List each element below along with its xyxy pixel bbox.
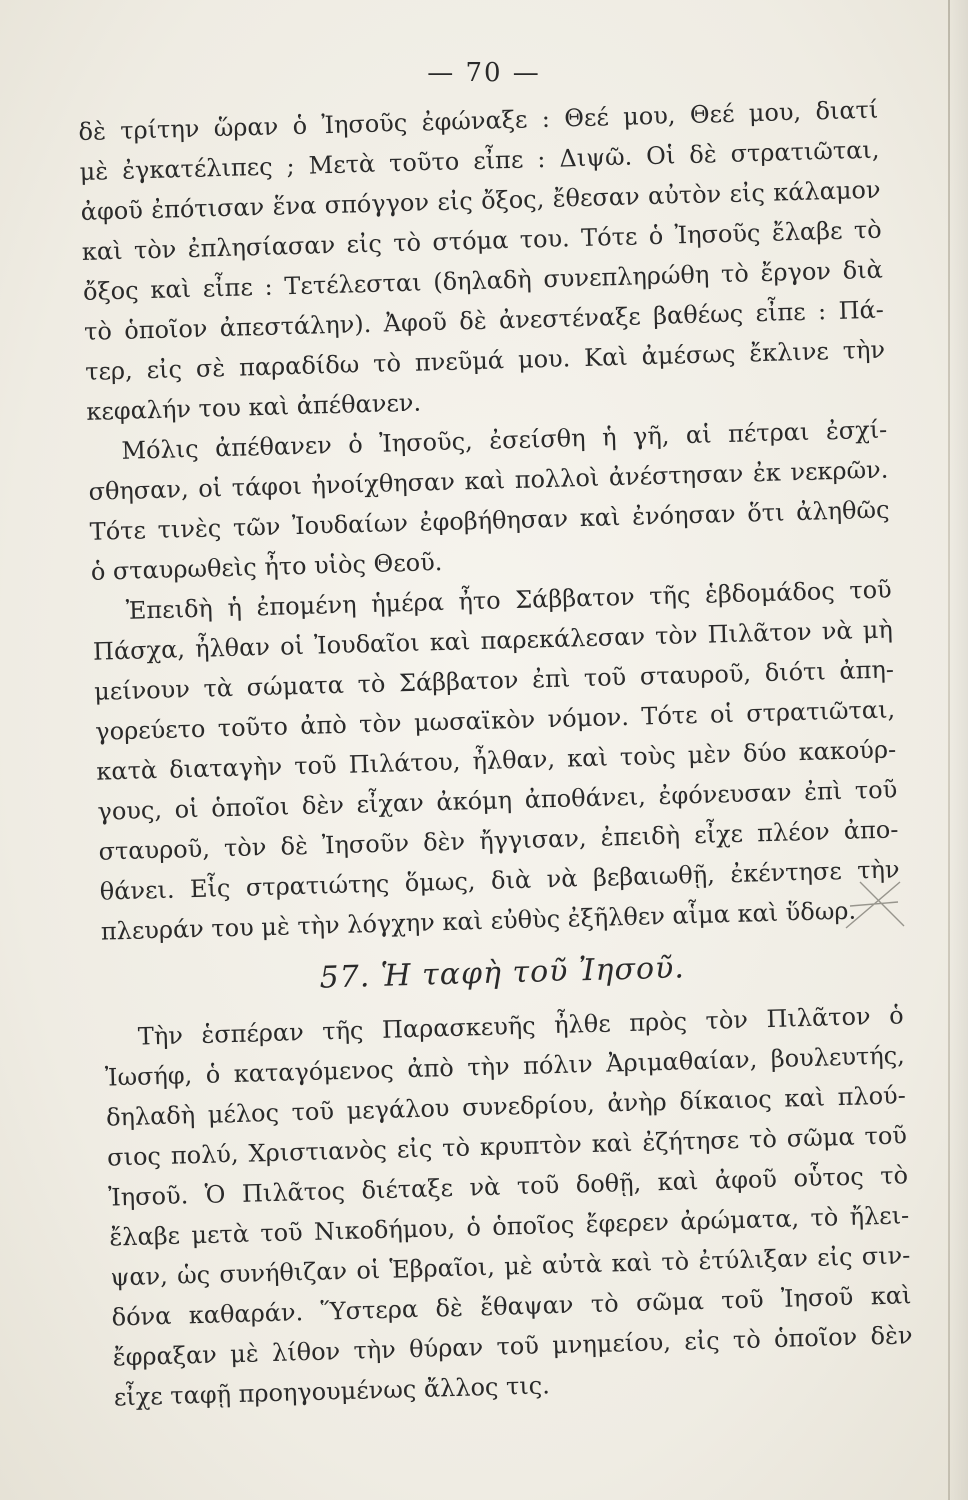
text-line: Ἐπειδὴ ἡ ἐπομένη ἡμέρα ἦτο Σάββατον τῆς ἑβδομάδος τοῦ xyxy=(125,575,893,625)
text-line: ἔφραξαν μὲ λίθον τὴν θύραν τοῦ μνημείου, εἰς τὸ ὁποῖον δὲν xyxy=(112,1321,913,1372)
text-line: δὲ τρίτην ὥραν ὁ Ἰησοῦς ἐφώναξε : Θεέ μου, Θεέ μου, διατί xyxy=(78,95,879,146)
text-line: Τότε τινὲς τῶν Ἰουδαίων ἐφοβήθησαν καὶ ἐνόησαν ὅτι ἀληθῶς xyxy=(89,495,890,546)
paragraph-4 xyxy=(103,995,914,1417)
text-line: ὁ σταυρωθεὶς ἦτο υἱὸς Θεοῦ. xyxy=(90,548,443,586)
text-line: σθησαν, οἱ τάφοι ἠνοίχθησαν καὶ πολλοὶ ἀνέστησαν ἐκ νεκρῶν. xyxy=(88,455,889,506)
text-line: ὄξος καὶ εἶπε : Τετέλεσται (δηλαδὴ συνεπληρώθη τὸ ἔργον διὰ xyxy=(82,255,884,306)
page-body xyxy=(78,90,914,1418)
text-line: ψαν, ὡς συνήθιζαν οἱ Ἑβραῖοι, μὲ αὐτὰ καὶ τὸ ἐτύλιξαν εἰς σιν- xyxy=(110,1241,911,1292)
text-line: κατὰ διαταγὴν τοῦ Πιλάτου, ἦλθαν, καὶ τοὺς μὲν δύο κακούρ- xyxy=(96,735,897,786)
paragraph-2 xyxy=(87,410,891,592)
text-line: Ἰησοῦ. Ὁ Πιλᾶτος διέταξε νὰ τοῦ δοθῇ, καὶ ἀφοῦ οὗτος τὸ xyxy=(107,1161,909,1212)
text-line: ἔλαβε μετὰ τοῦ Νικοδήμου, ὁ ὁποῖος ἔφερεν ἀρώματα, τὸ ἤλει- xyxy=(109,1201,910,1252)
text-line: θάνει. Εἷς στρατιώτης ὅμως, διὰ νὰ βεβαιωθῇ, ἐκέντησε τὴν xyxy=(99,855,900,906)
paragraph-3 xyxy=(91,569,901,951)
page-fold-shadow xyxy=(948,0,968,1500)
section-heading: 57. Ἡ ταφὴ τοῦ Ἰησοῦ. xyxy=(319,950,686,996)
text-line: εἶχε ταφῇ προηγουμένως ἄλλος τις. xyxy=(113,1371,551,1412)
text-line: δηλαδὴ μέλος τοῦ μεγάλου συνεδρίου, ἀνὴρ δίκαιος καὶ πλού- xyxy=(105,1081,907,1132)
text-line: μὲ ἐγκατέλιπες ; Μετὰ τοῦτο εἶπε : Διψῶ. Οἱ δὲ στρατιῶται, xyxy=(79,135,880,186)
text-line: Μόλις ἀπέθανεν ὁ Ἰησοῦς, ἐσείσθη ἡ γῆ, αἱ πέτραι ἐσχί- xyxy=(121,415,888,465)
text-line: τὸ ὁποῖον ἀπεστάλην). Ἀφοῦ δὲ ἀνεστέναξε βαθέως εἶπε : Πά- xyxy=(83,295,885,346)
text-line: Πάσχα, ἦλθαν οἱ Ἰουδαῖοι καὶ παρεκάλεσαν τὸν Πιλᾶτον νὰ μὴ xyxy=(92,615,894,666)
text-line: Ἰωσήφ, ὁ καταγόμενος ἀπὸ τὴν πόλιν Ἀριμαθαίαν, βουλευτής, xyxy=(104,1041,906,1092)
text-line: δόνα καθαράν. Ὕστερα δὲ ἔθαψαν τὸ σῶμα τοῦ Ἰησοῦ καὶ xyxy=(111,1281,912,1332)
text-line: σιος πολύ, Χριστιανὸς εἰς τὸ κρυπτὸν καὶ ἐζήτησε τὸ σῶμα τοῦ xyxy=(106,1121,908,1172)
paragraph-1 xyxy=(78,90,887,432)
text-line: καὶ τὸν ἐπλησίασαν εἰς τὸ στόμα του. Τότε ὁ Ἰησοῦς ἔλαβε τὸ xyxy=(81,215,882,266)
text-line: γους, οἱ ὁποῖοι δὲν εἶχαν ἀκόμη ἀποθάνει, ἐφόνευσαν ἐπὶ τοῦ xyxy=(97,775,898,826)
pencil-mark-icon xyxy=(840,876,910,936)
text-line: σταυροῦ, τὸν δὲ Ἰησοῦν δὲν ἤγγισαν, ἐπειδὴ εἶχε πλέον ἀπο- xyxy=(98,815,899,866)
text-line: κεφαλήν του καὶ ἀπέθανεν. xyxy=(85,388,422,426)
text-line: μείνουν τὰ σώματα τὸ Σάββατον ἐπὶ τοῦ σταυροῦ, διότι ἀπη- xyxy=(93,655,895,706)
text-line: Τὴν ἑσπέραν τῆς Παρασκευῆς ἦλθε πρὸς τὸν Πιλᾶτον ὁ xyxy=(137,1001,904,1051)
text-line: ἀφοῦ ἐπότισαν ἕνα σπόγγον εἰς ὄξος, ἔθεσαν αὐτὸν εἰς κάλαμον xyxy=(80,175,881,226)
text-line: πλευράν του μὲ τὴν λόγχην καὶ εὐθὺς ἐξῆλθεν αἷμα καὶ ὕδωρ. xyxy=(100,896,857,946)
page-number: — 70 — xyxy=(427,58,541,88)
text-line: γορεύετο τοῦτο ἀπὸ τὸν μωσαϊκὸν νόμον. Τότε οἱ στρατιῶται, xyxy=(94,695,896,746)
text-line: τερ, εἰς σὲ παραδίδω τὸ πνεῦμά μου. Καὶ ἀμέσως ἔκλινε τὴν xyxy=(84,335,886,386)
